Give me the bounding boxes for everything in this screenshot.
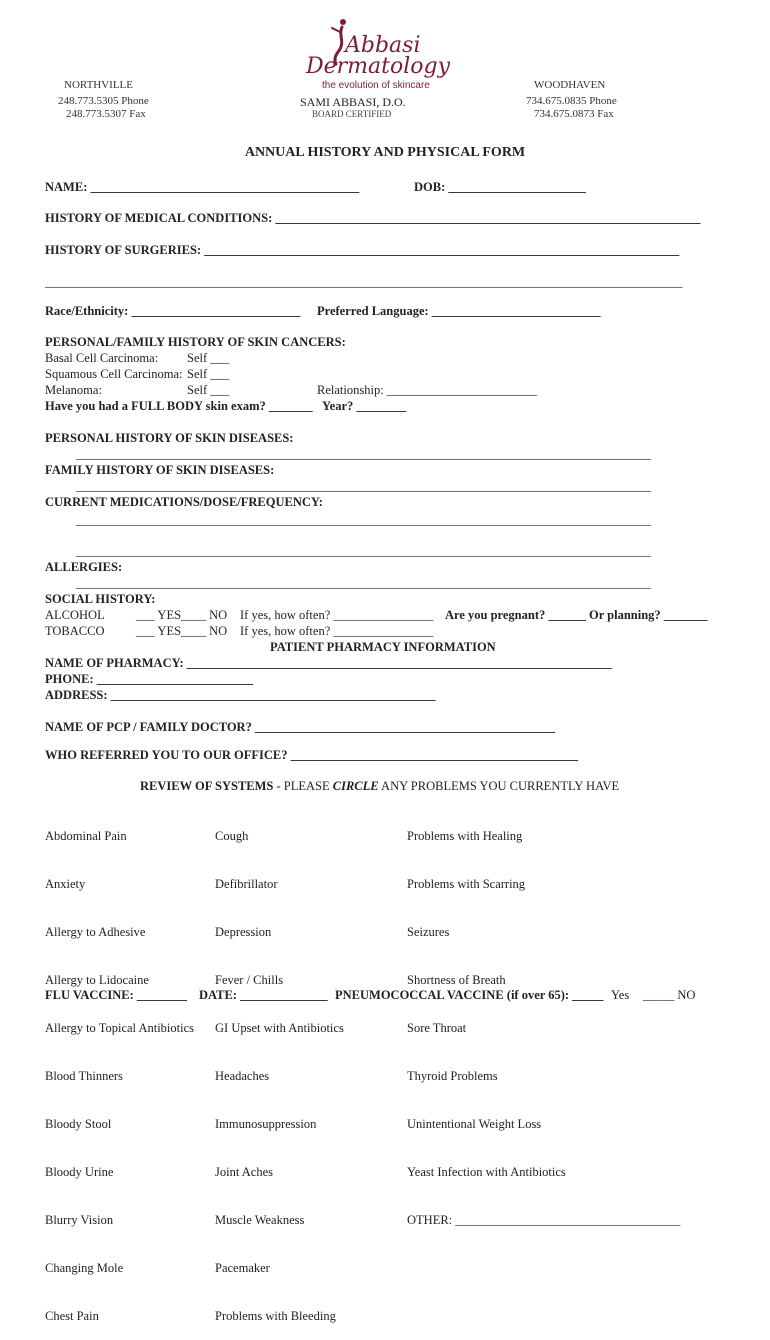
logo-line2: Dermatology [306, 54, 451, 79]
tobacco-how-often-field[interactable]: If yes, how often? ________________ [240, 624, 434, 638]
ros-item[interactable]: Sore Throat [407, 1021, 467, 1035]
ros-item[interactable]: Seizures [407, 925, 450, 939]
family-skin-heading: FAMILY HISTORY OF SKIN DISEASES: [45, 463, 275, 477]
skin-diseases-line[interactable]: ____________________________________________________________________________________________ [76, 447, 651, 461]
ros-item[interactable]: Problems with Bleeding [215, 1309, 336, 1323]
name-field[interactable]: NAME: ___________________________________________ [45, 180, 360, 194]
ros-column-2 [215, 796, 344, 1340]
pregnant-field[interactable]: Are you pregnant? ______ Or planning? _______ [445, 608, 708, 622]
basal-label: Basal Cell Carcinoma: [45, 351, 159, 365]
basal-self-field[interactable]: Self ___ [187, 351, 230, 365]
ros-item[interactable]: Allergy to Topical Antibiotics [45, 1021, 194, 1035]
vaccine-date-field[interactable]: DATE: ______________ [199, 988, 328, 1002]
ros-item[interactable]: Defibrillator [215, 877, 278, 891]
allergies-line[interactable]: ____________________________________________________________________________________________ [76, 576, 651, 590]
tobacco-yesno-field[interactable]: ___ YES____ NO [136, 624, 228, 638]
medications-line-1[interactable]: ____________________________________________________________________________________________ [76, 513, 651, 527]
logo-tagline: the evolution of skincare [322, 80, 430, 91]
ros-item[interactable]: GI Upset with Antibiotics [215, 1021, 344, 1035]
skin-cancer-heading: PERSONAL/FAMILY HISTORY OF SKIN CANCERS: [45, 335, 346, 349]
woodhaven-fax: 734.675.0873 Fax [534, 108, 614, 120]
ros-item[interactable]: Anxiety [45, 877, 86, 891]
pcp-field[interactable]: NAME OF PCP / FAMILY DOCTOR? ________________________________________________ [45, 720, 555, 734]
ros-item[interactable]: Depression [215, 925, 272, 939]
ros-item[interactable]: Muscle Weakness [215, 1213, 305, 1227]
melanoma-self-field[interactable]: Self ___ [187, 383, 230, 397]
social-history-heading: SOCIAL HISTORY: [45, 592, 156, 606]
ros-item[interactable]: Thyroid Problems [407, 1069, 498, 1083]
ros-item[interactable]: Changing Mole [45, 1261, 124, 1275]
northville-fax: 248.773.5307 Fax [66, 108, 146, 120]
ros-item[interactable]: Immunosuppression [215, 1117, 317, 1131]
ros-item[interactable]: Allergy to Adhesive [45, 925, 146, 939]
pneumococcal-yes[interactable]: Yes [611, 988, 630, 1002]
ros-other-field[interactable]: OTHER: ____________________________________ [407, 1213, 681, 1227]
form-title: ANNUAL HISTORY AND PHYSICAL FORM [244, 145, 526, 160]
surgeries-field[interactable]: HISTORY OF SURGERIES: ____________________________________________________________________________ [45, 243, 680, 257]
northville-phone: 248.773.5305 Phone [58, 95, 149, 107]
ros-item[interactable]: Problems with Scarring [407, 877, 526, 891]
ros-item[interactable]: Shortness of Breath [407, 973, 506, 987]
woodhaven-phone: 734.675.0835 Phone [526, 95, 617, 107]
ros-item[interactable]: Headaches [215, 1069, 270, 1083]
ros-column-1 [45, 796, 194, 1340]
doctor-name: SAMI ABBASI, D.O. [300, 95, 406, 109]
alcohol-label: ALCOHOL [45, 608, 105, 622]
ros-item[interactable]: Fever / Chills [215, 973, 284, 987]
surgeries-extra-line[interactable]: ______________________________________________________________________________________________________ [45, 275, 683, 289]
ros-item[interactable]: Pacemaker [215, 1261, 270, 1275]
relationship-field[interactable]: Relationship: ________________________ [317, 383, 537, 397]
ros-item[interactable]: Cough [215, 829, 249, 843]
medications-line-2[interactable]: ____________________________________________________________________________________________ [76, 544, 651, 558]
pharmacy-heading: PATIENT PHARMACY INFORMATION [270, 640, 496, 654]
ros-item[interactable]: Problems with Healing [407, 829, 523, 843]
referred-field[interactable]: WHO REFERRED YOU TO OUR OFFICE? ______________________________________________ [45, 748, 579, 762]
ros-item[interactable]: Blood Thinners [45, 1069, 123, 1083]
ros-item[interactable]: Blurry Vision [45, 1213, 114, 1227]
pharmacy-address-field[interactable]: ADDRESS: ____________________________________________________ [45, 688, 436, 702]
melanoma-label: Melanoma: [45, 383, 102, 397]
ros-item[interactable]: Allergy to Lidocaine [45, 973, 149, 987]
ros-item[interactable]: Joint Aches [215, 1165, 273, 1179]
northville-label: NORTHVILLE [64, 79, 133, 91]
skin-diseases-heading: PERSONAL HISTORY OF SKIN DISEASES: [45, 431, 294, 445]
ros-item[interactable]: Yeast Infection with Antibiotics [407, 1165, 566, 1179]
ros-item[interactable]: Chest Pain [45, 1309, 99, 1323]
exam-year-field[interactable]: Year? ________ [322, 399, 407, 413]
skin-exam-field[interactable]: Have you had a FULL BODY skin exam? _______ [45, 399, 313, 413]
logo-line1: Abbasi [345, 33, 421, 58]
medical-conditions-field[interactable]: HISTORY OF MEDICAL CONDITIONS: ____________________________________________________________________ [45, 211, 701, 225]
ros-column-3 [407, 796, 680, 1244]
language-field[interactable]: Preferred Language: ___________________________ [317, 304, 601, 318]
pharmacy-phone-field[interactable]: PHONE: _________________________ [45, 672, 253, 686]
board-certified: BOARD CERTIFIED [312, 109, 392, 119]
squamous-self-field[interactable]: Self ___ [187, 367, 230, 381]
pneumococcal-no[interactable]: _____ NO [643, 988, 696, 1002]
woodhaven-label: WOODHAVEN [534, 79, 606, 91]
tobacco-label: TOBACCO [45, 624, 105, 638]
alcohol-how-often-field[interactable]: If yes, how often? ________________ [240, 608, 434, 622]
pharmacy-name-field[interactable]: NAME OF PHARMACY: ____________________________________________________________________ [45, 656, 612, 670]
ros-item[interactable]: Unintentional Weight Loss [407, 1117, 542, 1131]
squamous-label: Squamous Cell Carcinoma: [45, 367, 183, 381]
ros-item[interactable]: Bloody Urine [45, 1165, 114, 1179]
race-field[interactable]: Race/Ethnicity: ___________________________ [45, 304, 301, 318]
dob-field[interactable]: DOB: ______________________ [414, 180, 586, 194]
medications-heading: CURRENT MEDICATIONS/DOSE/FREQUENCY: [45, 495, 323, 509]
flu-vaccine-field[interactable]: FLU VACCINE: ________ [45, 988, 187, 1002]
ros-heading: REVIEW OF SYSTEMS - PLEASE CIRCLE ANY PROBLEMS YOU CURRENTLY HAVE [140, 779, 620, 793]
family-skin-line[interactable]: ____________________________________________________________________________________________ [76, 479, 651, 493]
alcohol-yesno-field[interactable]: ___ YES____ NO [136, 608, 228, 622]
allergies-heading: ALLERGIES: [45, 560, 123, 574]
ros-item[interactable]: Bloody Stool [45, 1117, 112, 1131]
pneumococcal-field[interactable]: PNEUMOCOCCAL VACCINE (if over 65): _____ [335, 988, 604, 1002]
ros-item[interactable]: Abdominal Pain [45, 829, 127, 843]
